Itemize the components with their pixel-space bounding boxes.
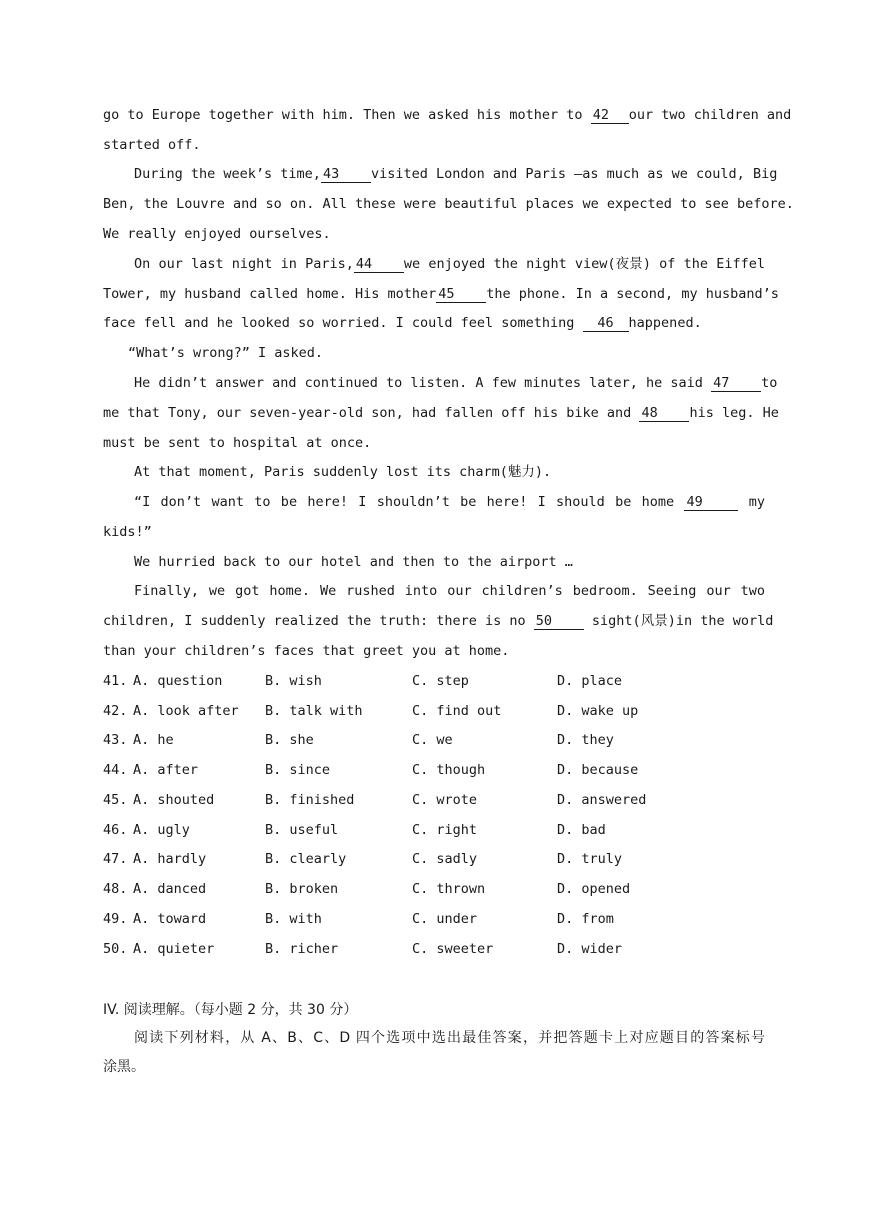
option-d: D. bad	[557, 822, 606, 838]
option-c: C. though	[412, 762, 486, 778]
passage-text: face fell and he looked so worried. I could feel something	[103, 315, 575, 331]
section-heading: IV. 阅读理解。（每小题 2 分，共 30 分）	[103, 1002, 358, 1018]
option-b: B. useful	[265, 822, 339, 838]
question-number: 47.	[103, 851, 128, 867]
passage-line	[103, 285, 779, 303]
question-number: 44.	[103, 762, 128, 778]
blank-45: 45	[436, 287, 486, 303]
section-instructions: 阅读下列材料，从 A、B、C、D 四个选项中选出最佳答案，并把答题卡上对应题目的答案标号	[134, 1030, 765, 1046]
question-number: 42.	[103, 703, 128, 719]
passage-text: my	[748, 494, 765, 510]
passage-line: We really enjoyed ourselves.	[103, 226, 331, 242]
passage-text: sight(风景)in the world	[591, 613, 774, 629]
passage-text: the phone. In a second, my husband’s	[486, 286, 779, 302]
passage-line	[134, 255, 765, 273]
passage-text: “I don’t want to be here! I shouldn’t be here! I should be home	[134, 494, 675, 510]
option-b: B. with	[265, 911, 322, 927]
blank-50: 50	[534, 614, 584, 630]
option-c: C. sweeter	[412, 941, 494, 957]
question-number: 43.	[103, 732, 128, 748]
blank-48: 48	[639, 406, 689, 422]
question-number: 46.	[103, 822, 128, 838]
passage-line	[134, 493, 765, 511]
option-c: C. find out	[412, 703, 502, 719]
option-d: D. answered	[557, 792, 647, 808]
option-b: B. richer	[265, 941, 339, 957]
question-number: 41.	[103, 673, 128, 689]
question-number: 45.	[103, 792, 128, 808]
passage-text: to	[761, 375, 778, 391]
passage-text: we enjoyed the night view(夜景) of the Eiffel	[403, 256, 765, 272]
blank-49: 49	[684, 495, 738, 511]
option-d: D. from	[557, 911, 614, 927]
option-d: D. place	[557, 673, 623, 689]
blank-43: 43	[321, 167, 371, 183]
passage-line	[134, 165, 778, 183]
option-b: B. finished	[265, 792, 355, 808]
passage-text: He didn’t answer and continued to listen. A few minutes later, he said	[134, 375, 703, 391]
option-b: B. since	[265, 762, 331, 778]
option-a: A. after	[133, 762, 199, 778]
option-c: C. sadly	[412, 851, 478, 867]
option-b: B. she	[265, 732, 314, 748]
passage-line	[103, 106, 792, 124]
section-instructions: 涂黑。	[103, 1059, 145, 1075]
passage-line: must be sent to hospital at once.	[103, 435, 372, 451]
option-a: A. question	[133, 673, 223, 689]
option-c: C. step	[412, 673, 469, 689]
passage-text: visited London and Paris –as much as we could, Big	[370, 166, 778, 182]
passage-line: Finally, we got home. We rushed into our children’s bedroom. Seeing our two	[134, 583, 765, 599]
option-a: A. look after	[133, 703, 239, 719]
passage-line	[134, 374, 778, 392]
option-a: A. hardly	[133, 851, 207, 867]
option-c: C. wrote	[412, 792, 478, 808]
blank-47: 47	[711, 376, 761, 392]
passage-text: me that Tony, our seven-year-old son, had fallen off his bike and	[103, 405, 632, 421]
blank-46: 46	[583, 316, 629, 332]
passage-text: During the week’s time,	[134, 166, 321, 182]
option-a: A. ugly	[133, 822, 190, 838]
question-number: 48.	[103, 881, 128, 897]
option-d: D. opened	[557, 881, 631, 897]
passage-line: We hurried back to our hotel and then to the airport …	[134, 554, 573, 570]
option-a: A. danced	[133, 881, 207, 897]
option-b: B. wish	[265, 673, 322, 689]
question-number: 49.	[103, 911, 128, 927]
blank-42: 42	[591, 108, 629, 124]
option-a: A. shouted	[133, 792, 215, 808]
option-b: B. talk with	[265, 703, 363, 719]
passage-text: his leg. He	[689, 405, 779, 421]
passage-text: Tower, my husband called home. His mother	[103, 286, 437, 302]
option-a: A. quieter	[133, 941, 215, 957]
passage-text: On our last night in Paris,	[134, 256, 354, 272]
passage-line: started off.	[103, 137, 201, 153]
passage-line: At that moment, Paris suddenly lost its charm(魅力).	[134, 464, 552, 480]
option-d: D. wake up	[557, 703, 639, 719]
passage-line: Ben, the Louvre and so on. All these were beautiful places we expected to see before.	[103, 196, 794, 212]
passage-text: happened.	[628, 315, 702, 331]
option-b: B. broken	[265, 881, 339, 897]
passage-text: our two children and	[628, 107, 792, 123]
passage-line: “What’s wrong?” I asked.	[128, 345, 324, 361]
option-d: D. they	[557, 732, 614, 748]
passage-text: children, I suddenly realized the truth: there is no	[103, 613, 526, 629]
option-b: B. clearly	[265, 851, 347, 867]
passage-line	[103, 404, 779, 422]
option-c: C. we	[412, 732, 453, 748]
passage-text: go to Europe together with him. Then we asked his mother to	[103, 107, 583, 123]
passage-line: kids!”	[103, 524, 152, 540]
passage-line	[103, 612, 774, 630]
question-number: 50.	[103, 941, 128, 957]
option-d: D. because	[557, 762, 639, 778]
passage-line	[103, 314, 765, 332]
option-c: C. thrown	[412, 881, 486, 897]
option-c: C. under	[412, 911, 478, 927]
option-a: A. toward	[133, 911, 207, 927]
option-a: A. he	[133, 732, 174, 748]
blank-44: 44	[354, 257, 404, 273]
option-d: D. truly	[557, 851, 623, 867]
passage-line: than your children’s faces that greet you at home.	[103, 643, 510, 659]
option-d: D. wider	[557, 941, 623, 957]
option-c: C. right	[412, 822, 478, 838]
